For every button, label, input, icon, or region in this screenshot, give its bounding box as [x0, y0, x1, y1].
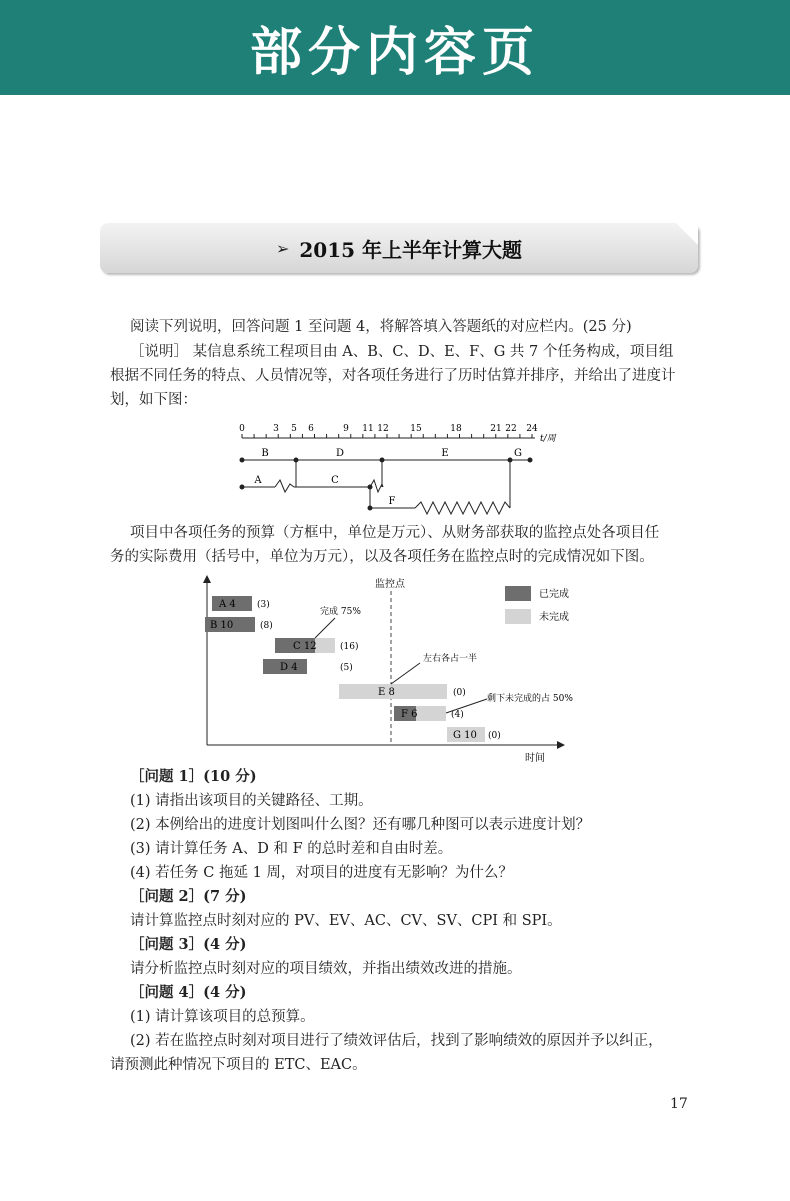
- question-4-2a: (2) 若在监控点时刻对项目进行了绩效评估后，找到了影响绩效的原因并予以纠正，: [130, 1033, 663, 1049]
- network-diagram: [230, 418, 580, 523]
- time-unit: t/周: [540, 434, 556, 444]
- tick-6: 6: [308, 424, 314, 434]
- section-title: 2015 年上半年计算大题: [299, 237, 523, 262]
- bar-C-label: C 12: [293, 641, 317, 652]
- bar-F-actual: (4): [451, 710, 464, 720]
- paragraph-2-line-2: 务的实际费用（括号中，单位为万元），以及各项任务在监控点时的完成情况如下图。: [110, 549, 654, 565]
- bar-C-todo: [315, 638, 335, 653]
- cost-chart: [195, 573, 595, 773]
- description-line-2: 根据不同任务的特点、人员情况等，对各项任务进行了历时估算并排序，并给出了进度计: [110, 368, 676, 384]
- folded-corner: [676, 223, 698, 245]
- activity-E: E: [441, 448, 449, 459]
- intro-line: 阅读下列说明，回答问题 1 至问题 4，将解答填入答题纸的对应栏内。(25 分): [130, 319, 632, 335]
- question-3-1: 请分析监控点时刻对应的项目绩效，并指出绩效改进的措施。: [130, 961, 522, 977]
- section-heading: [100, 223, 698, 273]
- tick-18: 18: [450, 424, 462, 434]
- note-f: 剩下未完成的占 50%: [487, 694, 573, 704]
- tick-9: 9: [343, 424, 349, 434]
- bar-B-actual: (8): [260, 621, 273, 631]
- legend-todo: 未完成: [539, 612, 569, 623]
- bar-G-label: G 10: [453, 730, 477, 741]
- page-number: 17: [670, 1096, 688, 1112]
- bar-F-label: F 6: [401, 709, 418, 720]
- bar-G-actual: (0): [488, 731, 501, 741]
- question-2-1: 请计算监控点时刻对应的 PV、EV、AC、CV、SV、CPI 和 SPI。: [130, 913, 562, 929]
- bar-F-todo: [416, 706, 446, 721]
- paragraph-2-line-1: 项目中各项任务的预算（方框中，单位是万元）、从财务部获取的监控点处各项目任: [130, 525, 660, 541]
- tick-11: 11: [362, 424, 374, 434]
- tick-5: 5: [291, 424, 297, 434]
- tick-24: 24: [526, 424, 538, 434]
- tick-22: 22: [505, 424, 517, 434]
- note-c: 完成 75%: [320, 607, 361, 617]
- question-4-2b: 请预测此种情况下项目的 ETC、EAC。: [110, 1057, 367, 1073]
- activity-B: B: [261, 448, 269, 459]
- activity-D: D: [335, 448, 345, 459]
- monitor-label: 监控点: [375, 579, 405, 590]
- question-4-1: (1) 请计算该项目的总预算。: [130, 1009, 315, 1025]
- question-1-2: (2) 本例给出的进度计划图叫什么图？还有哪几种图可以表示进度计划？: [130, 817, 591, 833]
- question-1-1: (1) 请指出该项目的关键路径、工期。: [130, 793, 373, 809]
- bar-D-label: D 4: [280, 662, 298, 673]
- note-e: 左右各占一半: [423, 654, 478, 664]
- banner-title: 部分内容页: [249, 23, 540, 83]
- xaxis-label: 时间: [525, 753, 545, 764]
- question-3-title: ［问题 3］(4 分): [130, 936, 247, 953]
- question-4-title: ［问题 4］(4 分): [130, 984, 247, 1001]
- tick-0: 0: [239, 424, 245, 434]
- bar-D-actual: (5): [340, 663, 353, 673]
- question-1-4: (4) 若任务 C 拖延 1 周，对项目的进度有无影响？为什么？: [130, 865, 513, 881]
- time-scale: [239, 424, 557, 444]
- activity-F: F: [388, 496, 396, 507]
- legend-todo-swatch: [505, 609, 531, 624]
- tick-15: 15: [410, 424, 422, 434]
- bar-B-label: B 10: [210, 620, 234, 631]
- bar-A-label: A 4: [219, 599, 236, 610]
- activity-A: A: [254, 475, 262, 486]
- arrow-bullet-icon: ➢: [275, 238, 290, 258]
- description-line-1: ［说明］ 某信息系统工程项目由 A、B、C、D、E、F、G 共 7 个任务构成，项目组: [130, 344, 674, 360]
- tick-12: 12: [377, 424, 389, 434]
- description-line-3: 划，如下图：: [110, 392, 197, 408]
- question-1-title: ［问题 1］(10 分): [130, 768, 257, 785]
- legend-done: 已完成: [539, 589, 569, 600]
- tick-21: 21: [490, 424, 502, 434]
- bar-A-actual: (3): [257, 600, 270, 610]
- activity-G: G: [514, 448, 522, 459]
- question-2-title: ［问题 2］(7 分): [130, 888, 247, 905]
- tick-3: 3: [273, 424, 279, 434]
- header-banner: [0, 0, 790, 95]
- bar-E-label: E 8: [378, 687, 395, 698]
- bar-E-actual: (0): [453, 688, 466, 698]
- bar-C-actual: (16): [340, 642, 359, 652]
- question-1-3: (3) 请计算任务 A、D 和 F 的总时差和自由时差。: [130, 841, 453, 857]
- activity-C: C: [331, 475, 339, 486]
- legend-done-swatch: [505, 586, 531, 601]
